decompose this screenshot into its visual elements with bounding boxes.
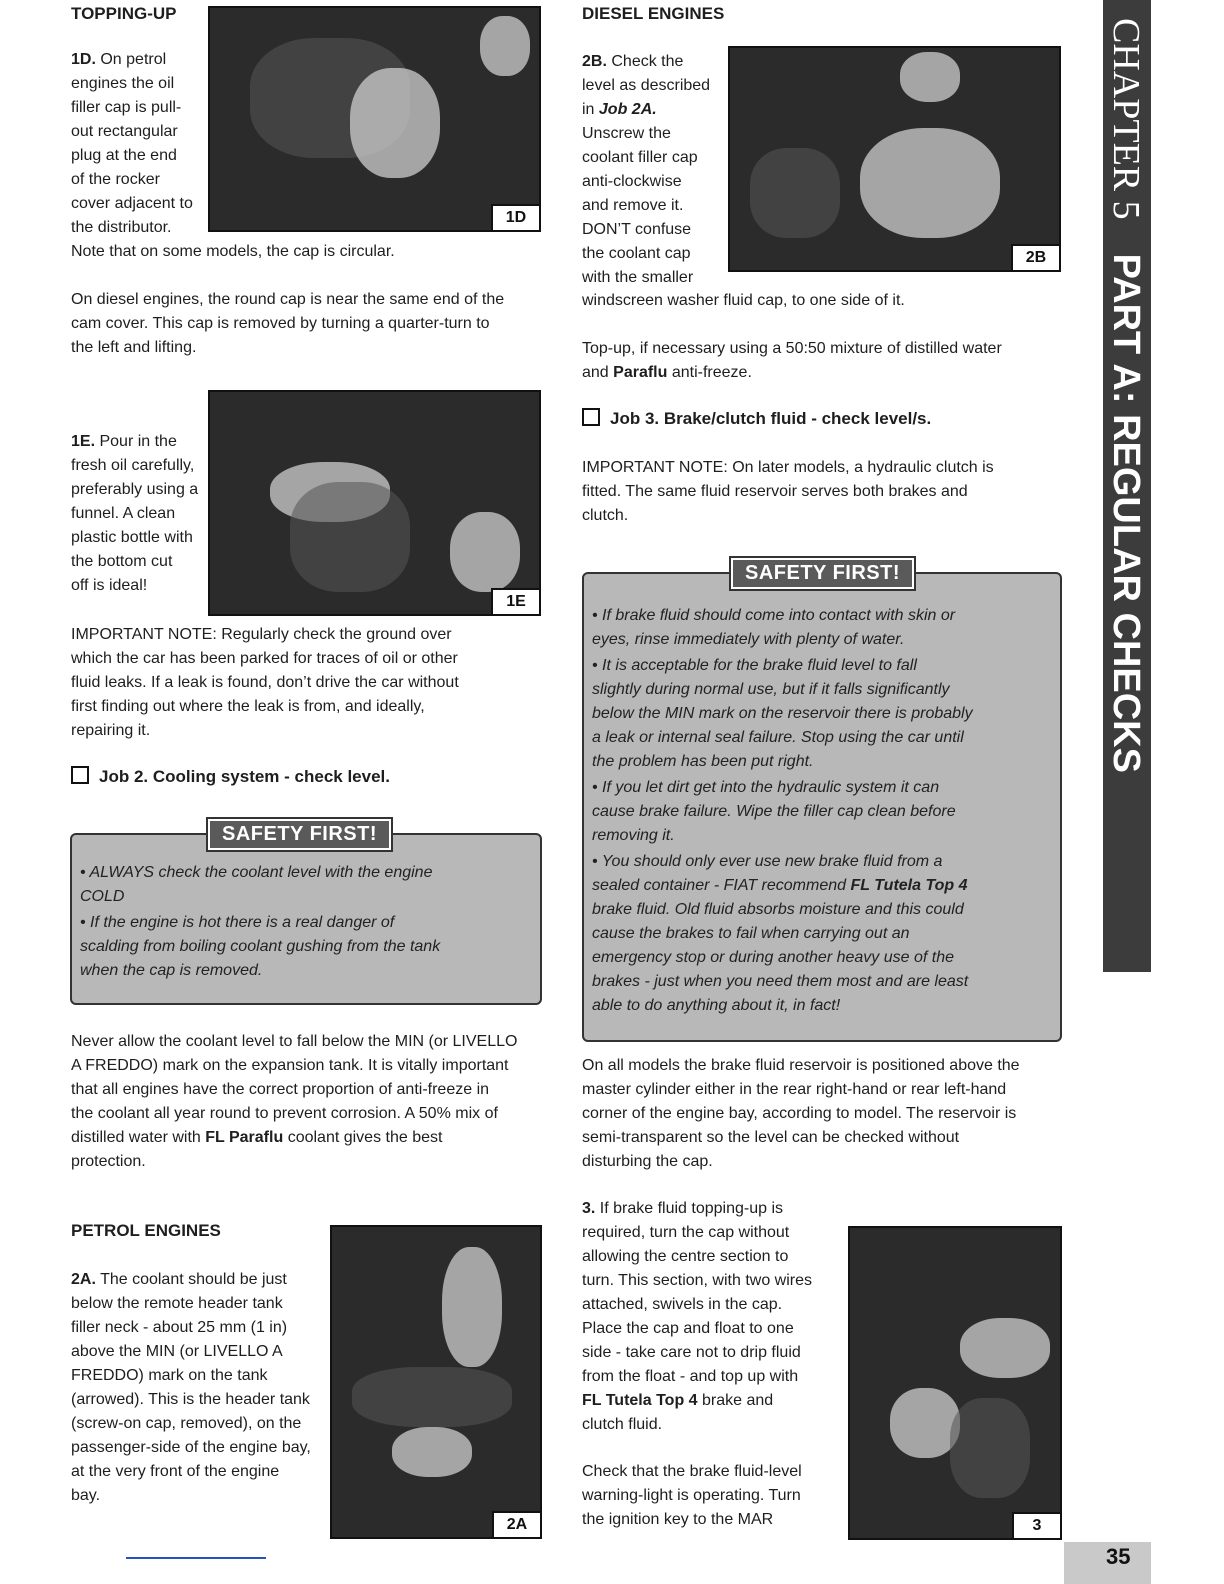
text-line: Unscrew the (582, 125, 671, 142)
topping-up-heading: TOPPING-UP (71, 4, 177, 23)
photo-1e (208, 390, 541, 616)
photo-2a (330, 1225, 542, 1539)
text-line: distilled water with (71, 1129, 201, 1146)
text-line: out rectangular (71, 123, 178, 140)
text-line: (screw-on cap, removed), on the (71, 1415, 302, 1432)
important-note-right (582, 456, 1062, 528)
text-line: the coolant cap (582, 245, 691, 262)
text-line: the problem has been put right. (592, 753, 814, 770)
text-line: required, turn the cap without (582, 1224, 790, 1241)
text-line: master cylinder either in the rear right-hand or rear left-hand (582, 1081, 1007, 1098)
text-line: clutch. (582, 507, 629, 524)
text-line: first finding out where the leak is from, and ideally, (71, 698, 425, 715)
page-number: 35 (1106, 1544, 1131, 1569)
text-line: Check that the brake fluid-level (582, 1463, 802, 1480)
part-label: PART A: REGULAR CHECKS (1105, 253, 1147, 773)
text-line: filler neck - about 25 mm (1 in) (71, 1319, 288, 1336)
text-line: brakes - just when you need them most and are least (592, 973, 969, 990)
photo-label: 1D (491, 204, 539, 230)
para-topup (582, 337, 1002, 385)
text-line: passenger-side of the engine bay, (71, 1439, 311, 1456)
text-line: filler cap is pull- (71, 99, 182, 116)
text-line: above the MIN (or LIVELLO A (71, 1343, 283, 1360)
safety-item: • If the engine is hot there is a real danger of scalding from boiling coolant gushing from the tank when the cap is removed. (80, 914, 441, 979)
text-line: cover adjacent to (71, 195, 193, 212)
text-line: If brake fluid topping-up is (599, 1200, 784, 1217)
checkbox-icon (71, 766, 89, 784)
text-line: On all models the brake fluid reservoir is positioned above the (582, 1057, 1020, 1074)
text-line: Top-up, if necessary using a 50:50 mixture of distilled water (582, 340, 1002, 357)
job3-heading (582, 408, 931, 429)
text-line: the bottom cut (71, 553, 173, 570)
text-line: sealed container - FIAT recommend (592, 877, 847, 894)
text-line: the distributor. (71, 219, 172, 236)
step-number: 2B. (582, 53, 607, 70)
para-never-allow (71, 1030, 551, 1174)
text-line: Place the cap and float to one (582, 1320, 794, 1337)
text-line: eyes, rinse immediately with plenty of water. (592, 631, 905, 648)
photo-3 (848, 1226, 1062, 1540)
text-line: protection. (71, 1153, 146, 1170)
text-line: slightly during normal use, but if it falls significantly (592, 681, 950, 698)
safety-title-right: SAFETY FIRST! (731, 558, 914, 589)
chapter-label: CHAPTER 5 (1105, 18, 1147, 220)
text-line: bay. (71, 1487, 101, 1504)
text-line: brake and (702, 1392, 774, 1409)
safety-item: • ALWAYS check the coolant level with the engine COLD (80, 864, 433, 905)
text-line: coolant filler cap (582, 149, 698, 166)
para-check-light (582, 1460, 847, 1532)
text-line: On petrol (100, 51, 167, 68)
petrol-engines-heading: PETROL ENGINES (71, 1221, 221, 1240)
text-line: which the car has been parked for traces of oil or other (71, 650, 458, 667)
text-line: (arrowed). This is the header tank (71, 1391, 310, 1408)
text-line: fresh oil carefully, (71, 457, 195, 474)
text-line: able to do anything about it, in fact! (592, 997, 841, 1014)
text-line: coolant gives the best (287, 1129, 443, 1146)
text-line: semi-transparent so the level can be checked without (582, 1129, 960, 1146)
text-line: scalding from boiling coolant gushing from the tank (80, 938, 441, 955)
photo-label: 2B (1011, 244, 1059, 270)
step-number: 1E. (71, 433, 96, 450)
safety-item: • If you let dirt get into the hydraulic system it can cause brake failure. Wipe the filler cap clean before removing it. (592, 779, 956, 844)
diesel-engines-heading: DIESEL ENGINES (582, 4, 725, 23)
text-line: It is acceptable for the brake fluid level to fall (602, 657, 917, 674)
chapter-title (1107, 18, 1145, 773)
photo-1d (208, 6, 541, 232)
text-line: The coolant should be just (100, 1271, 287, 1288)
text-line: attached, swivels in the cap. (582, 1296, 783, 1313)
para-1d-last: Note that on some models, the cap is circular. (71, 243, 395, 260)
safety-item: • You should only ever use new brake fluid from a sealed container - FIAT recommend FL Tutela Top 4 brake fluid. Old fluid absorbs moisture and this could cause the brakes to fail when carrying out an emergency stop or during another heavy use of the brakes - just when you need them most and are least able to do anything about it, in fact! (592, 853, 969, 1014)
text-line: engines the oil (71, 75, 175, 92)
text-line: turn. This section, with two wires (582, 1272, 813, 1289)
text-line: with the smaller (582, 269, 694, 286)
text-line: the coolant all year round to prevent corrosion. A 50% mix of (71, 1105, 498, 1122)
text-line: anti-clockwise (582, 173, 682, 190)
text-line: brake fluid. Old fluid absorbs moisture and this could (592, 901, 964, 918)
text-line: corner of the engine bay, according to model. The reservoir is (582, 1105, 1017, 1122)
para-3 (582, 1197, 847, 1437)
text-line: the ignition key to the MAR (582, 1511, 774, 1528)
para-2a (71, 1268, 329, 1508)
text-line: below the MIN mark on the reservoir there is probably (592, 705, 973, 722)
text-line: cause the brakes to fail when carrying out an (592, 925, 910, 942)
step-number: 3. (582, 1200, 596, 1217)
text-line: IMPORTANT NOTE: On later models, a hydraulic clutch is (582, 459, 994, 476)
safety-box-right (582, 572, 1062, 1042)
product-name: FL Tutela Top 4 (582, 1392, 698, 1409)
text-line: level as described (582, 77, 711, 94)
text-line: disturbing the cap. (582, 1153, 713, 1170)
job3-heading-text: Job 3. Brake/clutch fluid - check level/s. (610, 409, 932, 428)
text-line: side - take care not to drip fluid (582, 1344, 801, 1361)
product-name: Paraflu (613, 364, 668, 381)
text-line: funnel. A clean (71, 505, 176, 522)
text-line: and remove it. (582, 197, 684, 214)
text-line: fluid leaks. If a leak is found, don’t drive the car without (71, 674, 459, 691)
text-line: If the engine is hot there is a real danger of (90, 914, 395, 931)
safety-item: • If brake fluid should come into contact with skin or eyes, rinse immediately with plenty of water. (592, 607, 956, 648)
text-line: cam cover. This cap is removed by turning a quarter-turn to (71, 315, 490, 332)
text-line: anti-freeze. (671, 364, 752, 381)
footer-rule (126, 1557, 266, 1559)
step-number: 2A. (71, 1271, 96, 1288)
para-2b-last: windscreen washer fluid cap, to one side of it. (582, 292, 905, 309)
text-line: Never allow the coolant level to fall below the MIN (or LIVELLO (71, 1033, 518, 1050)
text-line: Check the (611, 53, 684, 70)
photo-2b (728, 46, 1061, 272)
job-reference: Job 2A. (598, 101, 657, 118)
text-line: fitted. The same fluid reservoir serves both brakes and (582, 483, 968, 500)
text-line: COLD (80, 888, 125, 905)
text-line: preferably using a (71, 481, 199, 498)
safety-item: • It is acceptable for the brake fluid level to fall slightly during normal use, but if it falls significantly below the MIN mark on the reservoir there is probably a leak or internal seal failure. Stop using the car until the problem has been put right. (592, 657, 973, 770)
text-line: that all engines have the correct proportion of anti-freeze in (71, 1081, 490, 1098)
product-name: FL Tutela Top 4 (850, 877, 968, 894)
important-note-left (71, 623, 541, 743)
para-reservoir (582, 1054, 1062, 1174)
text-line: plastic bottle with (71, 529, 193, 546)
text-line: when the cap is removed. (80, 962, 263, 979)
text-line: plug at the end (71, 147, 177, 164)
photo-label: 3 (1012, 1512, 1060, 1538)
photo-label: 1E (491, 588, 539, 614)
text-line: A FREDDO) mark on the expansion tank. It is vitally important (71, 1057, 509, 1074)
text-line: from the float - and top up with (582, 1368, 799, 1385)
text-line: You should only ever use new brake fluid from a (601, 853, 943, 870)
text-line: If you let dirt get into the hydraulic system it can (602, 779, 940, 796)
text-line: repairing it. (71, 722, 151, 739)
text-line: FREDDO) mark on the tank (71, 1367, 268, 1384)
job2-heading (71, 766, 390, 787)
text-line: of the rocker (71, 171, 160, 188)
text-line: emergency stop or during another heavy use of the (592, 949, 954, 966)
product-name: FL Paraflu (205, 1129, 284, 1146)
step-number: 1D. (71, 51, 96, 68)
checkbox-icon (582, 408, 600, 426)
photo-label: 2A (492, 1511, 540, 1537)
text-line: Pour in the (99, 433, 177, 450)
text-line: If brake fluid should come into contact with skin or (602, 607, 956, 624)
text-line: warning-light is operating. Turn (582, 1487, 801, 1504)
text-line: the left and lifting. (71, 339, 197, 356)
text-line: cause brake failure. Wipe the filler cap clean before (592, 803, 956, 820)
text-line: removing it. (592, 827, 675, 844)
para-diesel-cap (71, 288, 504, 360)
safety-title-left: SAFETY FIRST! (208, 819, 391, 850)
para-2b (582, 50, 727, 290)
text-line: On diesel engines, the round cap is near the same end of the (71, 291, 505, 308)
text-line: allowing the centre section to (582, 1248, 789, 1265)
text-line: a leak or internal seal failure. Stop using the car until (592, 729, 964, 746)
text-line: at the very front of the engine (71, 1463, 280, 1480)
text-line: IMPORTANT NOTE: Regularly check the ground over (71, 626, 452, 643)
job2-heading-text: Job 2. Cooling system - check level. (99, 767, 390, 786)
text-line: in (582, 101, 595, 118)
text-line: and (582, 364, 609, 381)
text-line: below the remote header tank (71, 1295, 283, 1312)
para-1e (71, 430, 206, 598)
safety-box-left (70, 833, 542, 1005)
text-line: clutch fluid. (582, 1416, 663, 1433)
text-line: DON’T confuse (582, 221, 692, 238)
para-1d (71, 48, 206, 240)
text-line: off is ideal! (71, 577, 148, 594)
text-line: ALWAYS check the coolant level with the engine (89, 864, 433, 881)
